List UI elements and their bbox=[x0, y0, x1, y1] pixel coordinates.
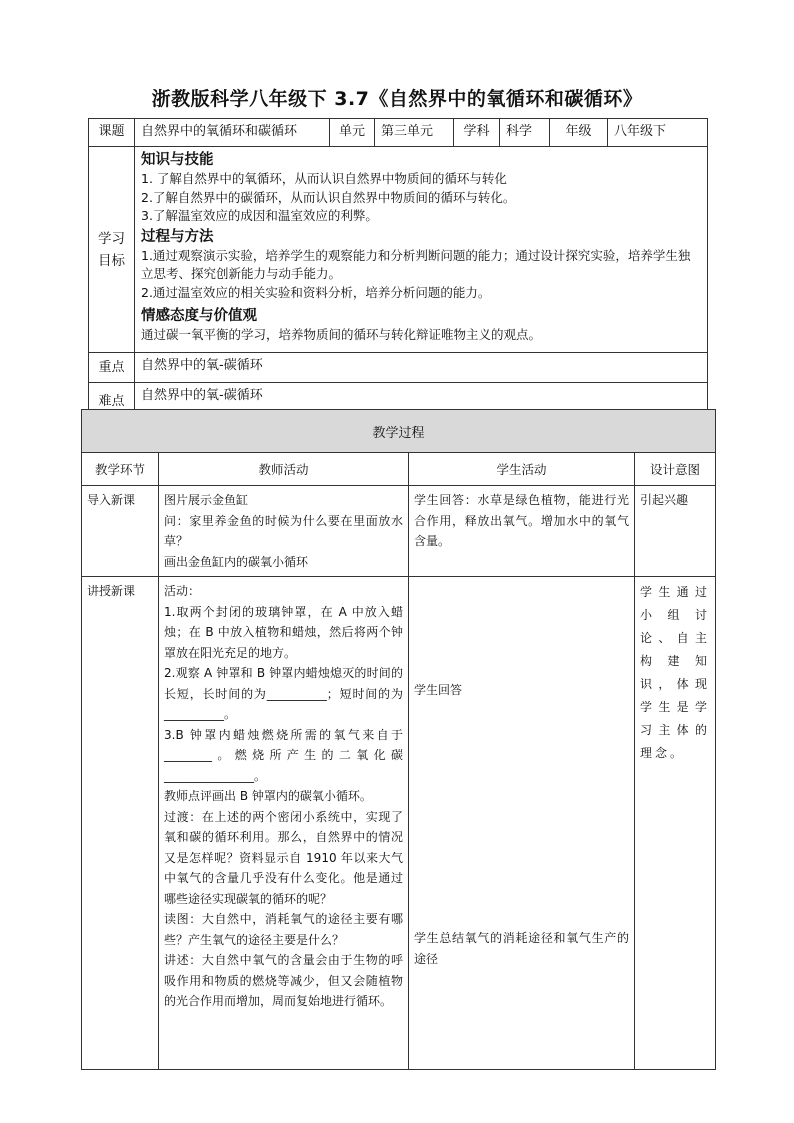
teaching-process-table bbox=[81, 409, 716, 1070]
goal-line: 3.了解温室效应的成因和温室效应的利弊。 bbox=[141, 208, 378, 223]
design-new-lesson: 学生通过小组讨论、自主构建知识，体现学生是学习主体的理念。 bbox=[635, 577, 716, 1070]
page-title: 浙教版科学八年级下 3.7《自然界中的氧循环和碳循环》 bbox=[151, 88, 643, 110]
goal-line: 2.通过温室效应的相关实验和资料分析，培养分析问题的能力。 bbox=[141, 284, 491, 300]
goal-line: 1. 了解自然界中的氧循环，从而认识自然界中物质间的循环与转化 bbox=[141, 171, 507, 186]
teacher-line: 过渡：在上述的两个密闭小系统中，实现了氧和碳的循环利用。那么，自然界中的情况又是怎样呢？资料显示自 1910 年以来大气中氧气的含量几乎没有什么变化。他是通过哪些途径实现碳氧的循环的呢？ bbox=[164, 809, 403, 906]
grade-value: 八年级下 bbox=[608, 119, 708, 147]
teacher-line: 1.取两个封闭的玻璃钟罩，在 A 中放入蜡烛；在 B 中放入植物和蜡烛，然后将两个钟罩放在阳光充足的地方。 bbox=[164, 604, 403, 660]
lesson-label: 课题 bbox=[89, 119, 135, 147]
teacher-line: 活动： bbox=[164, 584, 201, 598]
difficult-point-label: 难点 bbox=[89, 383, 135, 410]
teacher-line: 图片展示金鱼缸 bbox=[164, 493, 249, 507]
grade-label: 年级 bbox=[550, 119, 608, 147]
teacher-new-lesson bbox=[159, 577, 409, 1070]
student-summary: 学生总结氧气的消耗途径和氧气生产的途径 bbox=[414, 931, 629, 966]
unit-label: 单元 bbox=[330, 119, 375, 147]
student-answer: 学生回答 bbox=[414, 683, 463, 697]
goal-line: 1.通过观察演示实验，培养学生的观察能力和分析判断问题的能力；通过设计探究实验，培养学生独立思考、探究创新能力与动手能力。 bbox=[141, 247, 691, 281]
student-new-lesson bbox=[409, 577, 635, 1070]
difficult-point-value: 自然界中的氧-碳循环 bbox=[135, 383, 708, 410]
lesson-info-table bbox=[88, 118, 708, 410]
teacher-line: 读图：大自然中，消耗氧气的途径主要有哪些？产生氧气的途径主要是什么？ bbox=[164, 912, 403, 947]
teacher-intro bbox=[159, 486, 409, 577]
goal-line: 通过碳一氧平衡的学习，培养物质间的循环与转化辩证唯物主义的观点。 bbox=[141, 327, 542, 342]
key-point-label: 重点 bbox=[89, 353, 135, 383]
teacher-line: 讲述：大自然中氧气的含量会由于生物的呼吸作用和物质的燃烧等减少，但又会随植物的光合作用而增加，周而复始地进行循环。 bbox=[164, 953, 403, 1008]
subject-label: 学科 bbox=[454, 119, 500, 147]
stage-new-lesson: 讲授新课 bbox=[82, 577, 159, 1070]
goals-label bbox=[89, 147, 135, 353]
teacher-line: 3.B 钟罩内蜡烛燃烧所需的氧气来自于________。燃烧所产生的二氧化碳_______________。 bbox=[164, 727, 403, 783]
header-stage: 教学环节 bbox=[82, 453, 159, 486]
unit-value: 第三单元 bbox=[375, 119, 454, 147]
header-teacher: 教师活动 bbox=[159, 453, 409, 486]
subject-value: 科学 bbox=[500, 119, 550, 147]
teacher-line: 问：家里养金鱼的时候为什么要在里面放水草？ bbox=[164, 513, 403, 548]
lesson-value: 自然界中的氧循环和碳循环 bbox=[135, 119, 330, 147]
teacher-line: 2.观察 A 钟罩和 B 钟罩内蜡烛熄灭的时间的长短，长时间的为__________；短时间的为__________。 bbox=[164, 666, 403, 721]
design-intro: 引起兴趣 bbox=[635, 486, 716, 577]
teacher-line: 画出金鱼缸内的碳氧小循环 bbox=[164, 554, 309, 569]
goal-heading-knowledge: 知识与技能 bbox=[141, 152, 214, 168]
header-design: 设计意图 bbox=[635, 453, 716, 486]
goals-content bbox=[135, 147, 708, 353]
teacher-line: 教师点评画出 B 钟罩内的碳氧小循环。 bbox=[164, 789, 372, 803]
goals-label-text: 学习目标 bbox=[98, 230, 125, 269]
stage-intro: 导入新课 bbox=[82, 486, 159, 577]
header-student: 学生活动 bbox=[409, 453, 635, 486]
student-intro: 学生回答：水草是绿色植物，能进行光合作用，释放出氧气。增加水中的氧气含量。 bbox=[409, 486, 635, 577]
process-title: 教学过程 bbox=[82, 410, 716, 453]
goal-line: 2.了解自然界中的碳循环，从而认识自然界中物质间的循环与转化。 bbox=[141, 189, 516, 205]
key-point-value: 自然界中的氧-碳循环 bbox=[135, 353, 708, 383]
goal-heading-attitude: 情感态度与价值观 bbox=[141, 308, 257, 324]
goal-heading-process: 过程与方法 bbox=[141, 228, 214, 245]
